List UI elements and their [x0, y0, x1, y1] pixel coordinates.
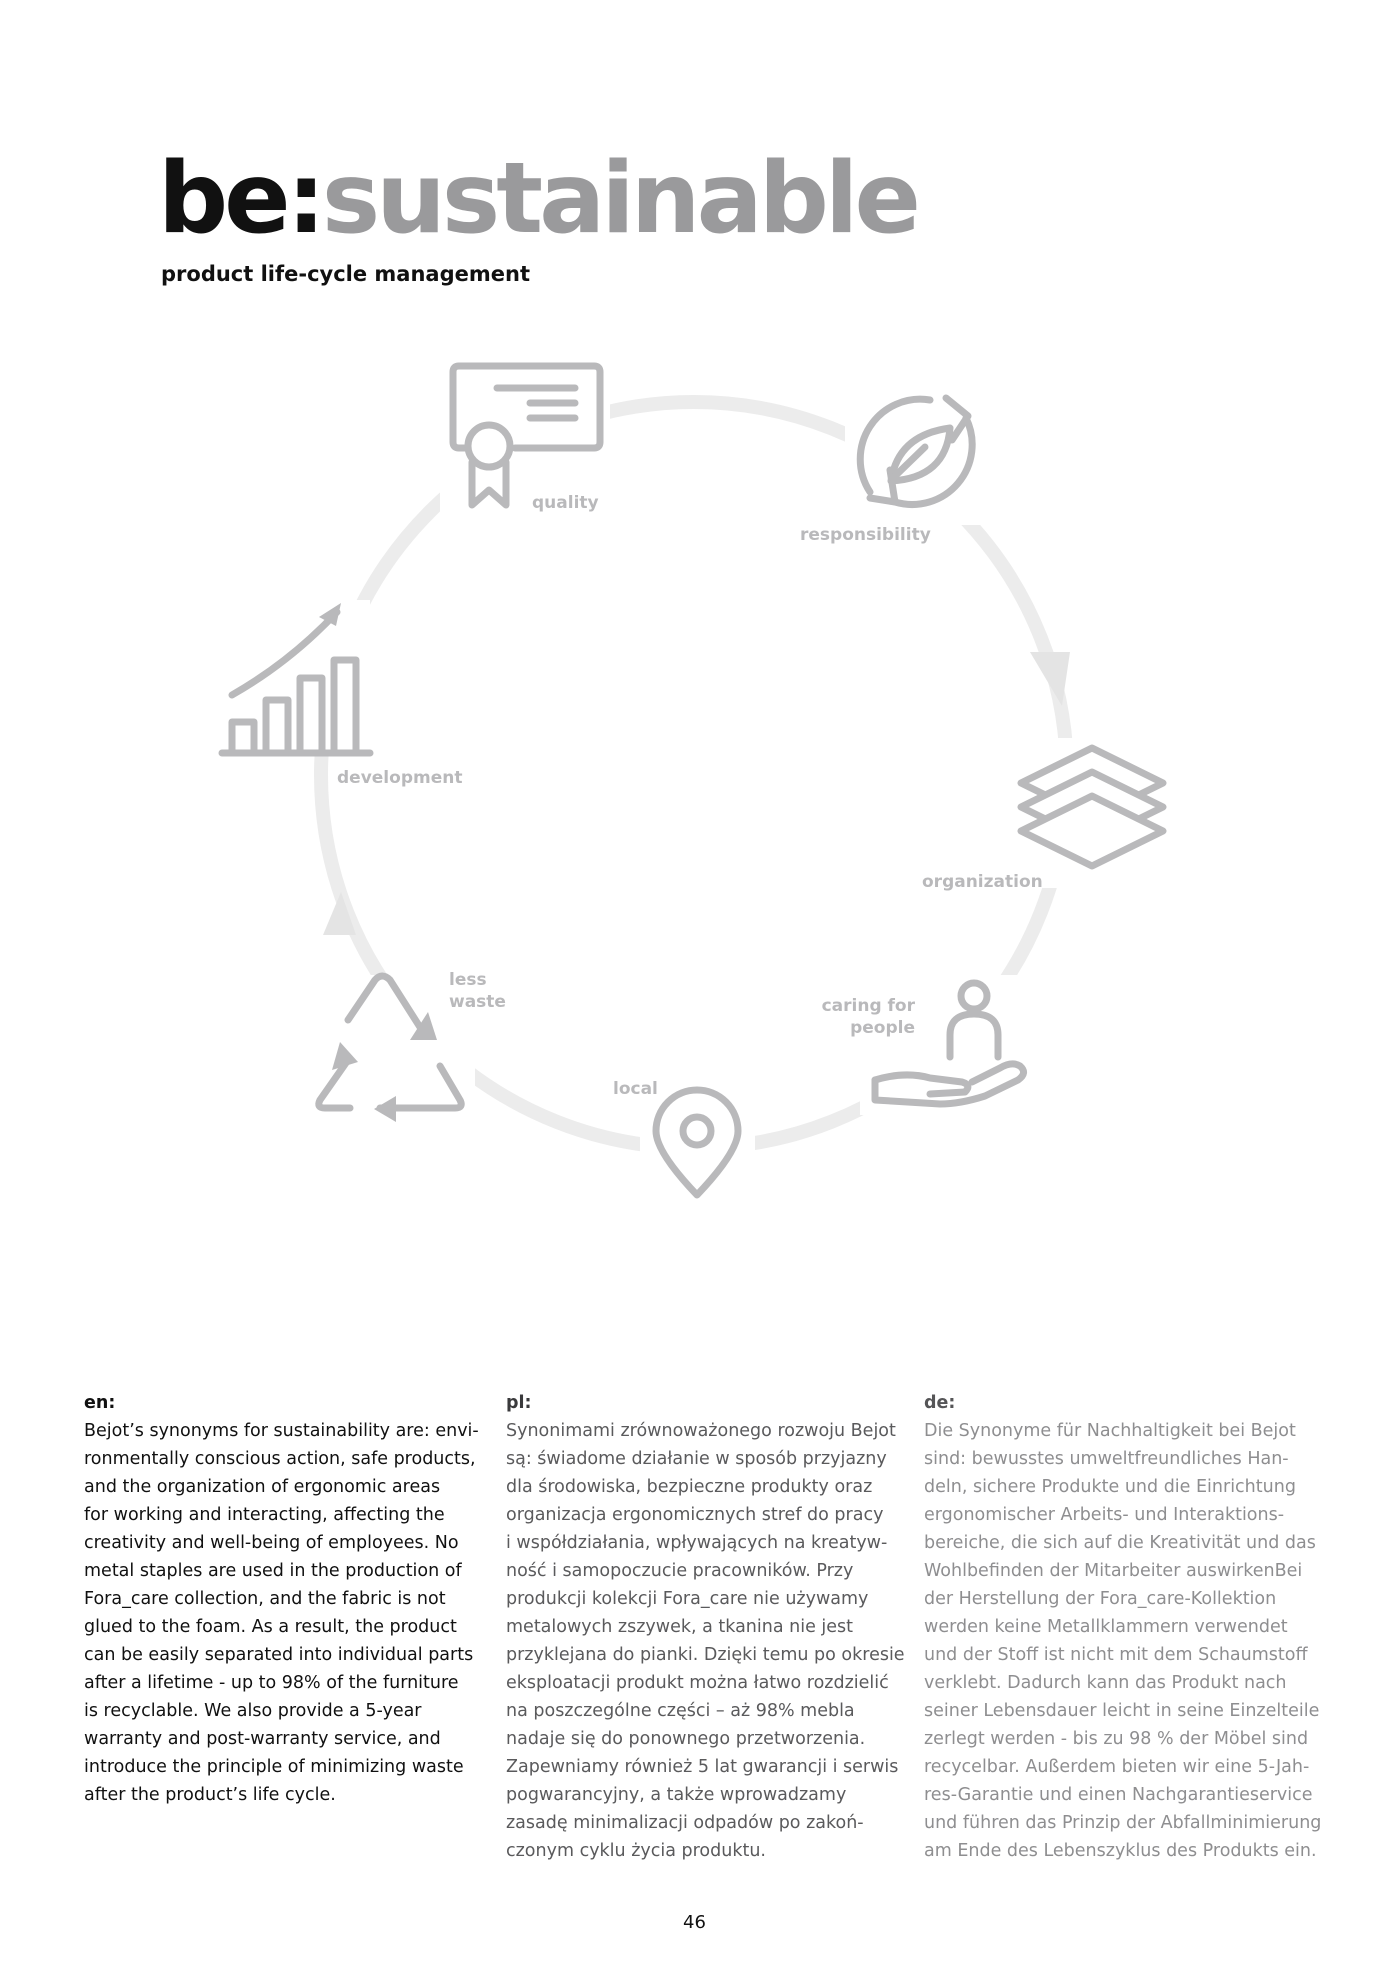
en-line: is recyclable. We also provide a 5-year — [84, 1701, 422, 1721]
de-line: der Herstellung der Fora_care-Kollektion — [924, 1589, 1277, 1609]
label-less-waste-line-1: less — [449, 970, 487, 990]
page-subtitle: product life-cycle management — [161, 262, 530, 286]
de-line: bereiche, die sich auf die Kreativität und das — [924, 1533, 1316, 1553]
text-column-de — [924, 1389, 1322, 1865]
pl-line: organizacja ergonomicznych stref do pracy — [506, 1505, 884, 1525]
label-caring-line-2: people — [850, 1018, 915, 1038]
label-responsibility: responsibility — [800, 525, 931, 545]
en-line: ronmentally conscious action, safe products, — [84, 1449, 476, 1469]
de-line: ergonomischer Arbeits- und Interaktions- — [924, 1505, 1285, 1525]
en-line: can be easily separated into individual parts — [84, 1645, 474, 1665]
label-quality: quality — [532, 493, 599, 513]
en-line: and the organization of ergonomic areas — [84, 1477, 441, 1497]
en-line: creativity and well-being of employees. No — [84, 1533, 459, 1553]
pl-line: eksploatacji produkt można łatwo rozdzielić — [506, 1673, 889, 1693]
de-line: und der Stoff ist nicht mit dem Schaumstoff — [924, 1645, 1308, 1665]
page-title — [158, 142, 917, 256]
heading-en: en: — [84, 1393, 116, 1413]
pl-line: produkcji kolekcji Fora_care nie używamy — [506, 1589, 869, 1609]
en-line: metal staples are used in the production of — [84, 1561, 462, 1581]
de-line: res-Garantie und einen Nachgarantieservice — [924, 1785, 1313, 1805]
label-caring-line-1: caring for — [821, 996, 915, 1016]
pl-line: przyklejana do pianki. Dzięki temu po okresie — [506, 1645, 905, 1665]
pl-line: metalowych zszywek, a tkanina nie jest — [506, 1617, 854, 1637]
de-line: Die Synonyme für Nachhaltigkeit bei Bejot — [924, 1421, 1296, 1441]
en-line: after the product’s life cycle. — [84, 1785, 336, 1805]
pl-line: czonym cyklu życia produktu. — [506, 1841, 766, 1861]
title-main: sustainable — [321, 142, 917, 256]
life-cycle-diagram — [0, 340, 1389, 1220]
de-line: Wohlbefinden der Mitarbeiter auswirkenBei — [924, 1561, 1303, 1581]
pl-line: ność i samopoczucie pracowników. Przy — [506, 1561, 854, 1581]
de-line: verklebt. Dadurch kann das Produkt nach — [924, 1673, 1287, 1693]
pl-line: Zapewniamy również 5 lat gwarancji i serwis — [506, 1757, 899, 1777]
pl-line: dla środowiska, bezpieczne produkty oraz — [506, 1477, 873, 1497]
de-line: zerlegt werden - bis zu 98 % der Möbel sind — [924, 1729, 1309, 1749]
en-line: glued to the foam. As a result, the product — [84, 1617, 457, 1637]
pl-line: nadaje się do ponownego przetworzenia. — [506, 1729, 866, 1749]
pl-line: na poszczególne części – aż 98% mebla — [506, 1701, 855, 1721]
de-line: recycelbar. Außerdem bieten wir eine 5-Jah- — [924, 1757, 1310, 1777]
text-column-pl — [506, 1389, 905, 1865]
en-line: warranty and post-warranty service, and — [84, 1729, 441, 1749]
pl-line: Synonimami zrównoważonego rozwoju Bejot — [506, 1421, 896, 1441]
pl-line: zasadę minimalizacji odpadów po zakoń- — [506, 1813, 864, 1833]
de-line: werden keine Metallklammern verwendet — [924, 1617, 1288, 1637]
en-line: introduce the principle of minimizing waste — [84, 1757, 464, 1777]
label-development: development — [337, 768, 463, 788]
en-line: for working and interacting, affecting the — [84, 1505, 445, 1525]
de-line: am Ende des Lebenszyklus des Produkts ein. — [924, 1841, 1317, 1861]
de-line: sind: bewusstes umweltfreundliches Han- — [924, 1449, 1289, 1469]
pl-line: są: świadome działanie w sposób przyjazny — [506, 1449, 887, 1469]
heading-de: de: — [924, 1393, 956, 1413]
pl-line: pogwarancyjny, a także wprowadzamy — [506, 1785, 847, 1805]
label-organization: organization — [922, 872, 1043, 892]
label-local: local — [613, 1079, 658, 1099]
pl-line: i współdziałania, wpływających na kreatyw- — [506, 1533, 888, 1553]
de-line: deln, sichere Produkte und die Einrichtung — [924, 1477, 1296, 1497]
page-number: 46 — [683, 1912, 706, 1933]
label-less-waste-line-2: waste — [449, 992, 506, 1012]
en-line: after a lifetime - up to 98% of the furniture — [84, 1673, 459, 1693]
heading-pl: pl: — [506, 1393, 532, 1413]
title-prefix: be: — [158, 142, 322, 256]
en-line: Bejot’s synonyms for sustainability are: envi- — [84, 1421, 479, 1441]
de-line: und führen das Prinzip der Abfallminimierung — [924, 1813, 1322, 1833]
text-column-en — [84, 1389, 479, 1809]
en-line: Fora_care collection, and the fabric is not — [84, 1589, 446, 1609]
de-line: seiner Lebensdauer leicht in seine Einzelteile — [924, 1701, 1320, 1721]
